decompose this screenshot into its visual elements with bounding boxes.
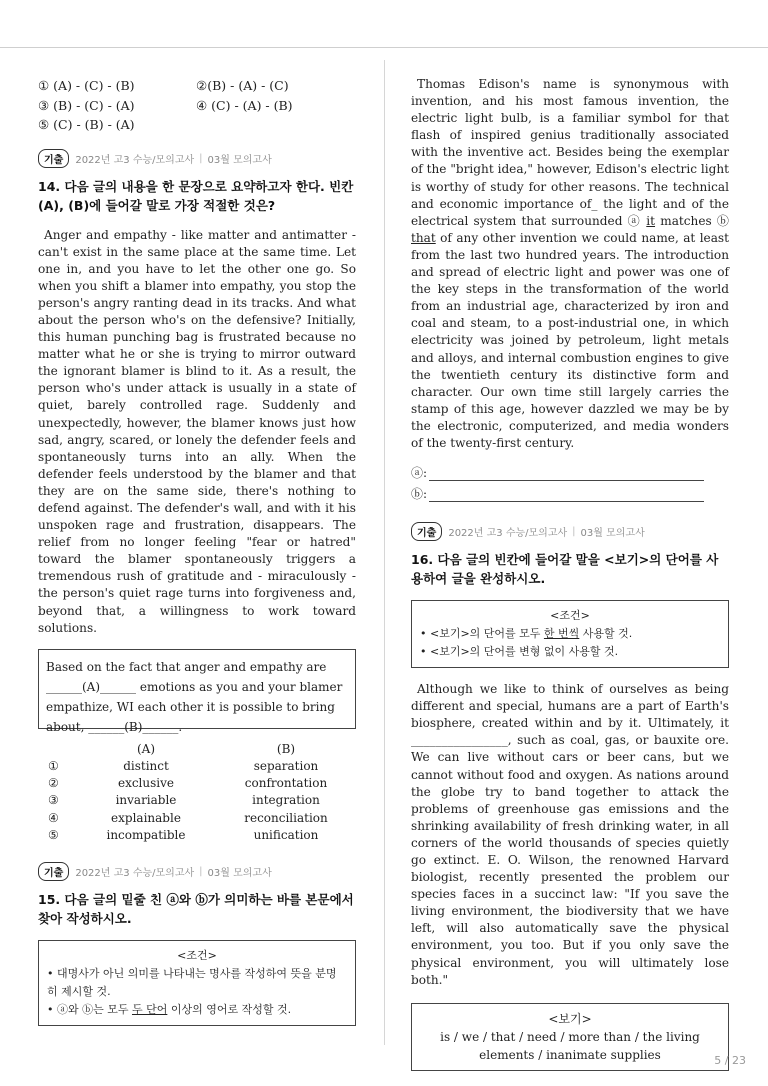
choice-a: explainable — [111, 810, 181, 825]
q16-tag-row — [411, 522, 729, 541]
column-divider — [384, 60, 385, 1045]
option: ④ (C) - (A) - (B) — [196, 97, 293, 113]
passage-text: Thomas Edison's name is synonymous with invention, and his most famous invention, the electric light bulb, is a familiar symbol for that flash of inspired genius traditionally associated with the inventive act. Besides being the exemplar of the "bright idea," however, Edison's electric light is worthy of study for other reasons. The technical and economic importance of_ the light and of the electrical system that surrounded ⓐ — [411, 77, 729, 228]
separator: | — [572, 526, 576, 538]
condition-text: 사용할 것. — [579, 627, 633, 641]
condition-text: 이상의 영어로 작성할 것. — [167, 1002, 292, 1016]
passage-text: of any other invention we could name, at least from the last two hundred years. The introduction and spread of electric light and power was one of the key steps in the transformation of the world from an industrial age, characterized by iron and coal and steam, to a post-industrial one, in which electricity was joined by petroleum, light metals and alloys, and internal combustion engines to give the twentieth century its distinctive form and character. Our own time still largely carries the stamp of this age, however dazzled we may be by the electronic, computerized, and media wonders of the twenty-first century. — [411, 230, 729, 450]
answer-blank — [429, 488, 704, 502]
answer-line-a — [411, 464, 729, 481]
choice-a: distinct — [123, 758, 169, 773]
q16-bogi-box — [411, 1003, 729, 1071]
option — [196, 115, 356, 135]
q14-summary-box: Based on the fact that anger and empathy are ______(A)______ emotions as you and your blamer empathize, WI each other it is possible to bring about, ______(B)______. — [38, 649, 356, 729]
header-b: (B) — [276, 741, 296, 756]
header-divider — [0, 47, 768, 48]
option: ① (A) - (C) - (B) — [38, 78, 135, 93]
answer-row — [38, 792, 356, 809]
choice-number: ③ — [48, 793, 59, 808]
q15-condition-box — [38, 940, 356, 1026]
condition-2: • <보기>의 단어를 변형 없이 사용할 것. — [420, 645, 619, 659]
q15-answer-lines — [411, 464, 729, 502]
exam-month: 03월 모의고사 — [207, 154, 272, 166]
left-column — [38, 76, 356, 1026]
exam-name: 2022년 고3 수능/모의고사 — [448, 528, 568, 540]
answer-label: ⓑ: — [411, 487, 428, 502]
choice-number: ④ — [48, 810, 59, 825]
underlined-a: it — [646, 213, 656, 228]
answer-row — [38, 758, 356, 775]
q14-tag-row — [38, 149, 356, 168]
choice-a: incompatible — [106, 827, 186, 842]
q15-tag-row — [38, 862, 356, 881]
answer-line-b — [411, 485, 729, 502]
choice-b: integration — [252, 793, 320, 808]
choice-number: ② — [48, 776, 59, 791]
answer-blank — [429, 467, 704, 481]
condition-emphasis: 한 번씩 — [543, 627, 580, 641]
exam-month: 03월 모의고사 — [580, 528, 645, 540]
answer-row — [38, 827, 356, 844]
exam-month: 03월 모의고사 — [207, 867, 272, 879]
answer-table-header — [38, 741, 356, 758]
page-number: 5 / 23 — [714, 1054, 746, 1067]
answer-row — [38, 775, 356, 792]
condition-title: <조건> — [550, 609, 590, 623]
condition-title: <조건> — [177, 948, 217, 962]
q16-condition-box — [411, 600, 729, 668]
answer-label: ⓐ: — [411, 466, 428, 481]
choice-b: confrontation — [244, 776, 328, 791]
past-exam-badge: 기출 — [38, 149, 69, 168]
condition-text: • ⓐ와 ⓑ는 모두 — [47, 1002, 132, 1016]
q14-title: 14. 다음 글의 내용을 한 문장으로 요약하고자 한다. 빈칸 (A), (B)에 들어갈 말로 가장 적절한 것은? — [38, 178, 354, 213]
condition-1 — [420, 625, 720, 643]
exam-name: 2022년 고3 수능/모의고사 — [75, 867, 195, 879]
q14-passage: Anger and empathy - like matter and antimatter - can't exist in the same place at the same time. Let one in, and you have to let the other one go. So when you shift a blamer into empathy, you stop the person's angry ranting dead in its tracks. And what about the person who's on the defensive? Initially, this human punching bag is frustrated because no matter what he or she is trying to mirror outward the ignorant blamer is blind to it. As a result, the person who's under attack is usually in a state of quiet, barely controlled rage. Suddenly and unexpectedly, however, the blamer knows just how sad, angry, scared, or lonely the defender feels and spontaneously turns into an ally. When the defender feels understood by the blamer and that they are on the same side, there's nothing to defend against. The defender's wall, and with it his unspoken rage and frustration, disappears. The relief from no longer feeling "fear or hatred" toward the blamer spontaneously triggers a tremendous rush of gratitude and - miraculously - the person's quiet rage turns into forgiveness and, beyond that, a willingness to work toward solutions. — [38, 227, 356, 635]
exam-name: 2022년 고3 수능/모의고사 — [75, 154, 195, 166]
answer-row — [38, 810, 356, 827]
q16-title: 16. 다음 글의 빈칸에 들어갈 말을 <보기>의 단어를 사용하여 글을 완성하시오. — [411, 552, 719, 587]
choice-b: separation — [253, 758, 319, 773]
previous-question-options — [38, 76, 356, 135]
past-exam-badge: 기출 — [411, 522, 442, 541]
separator: | — [199, 152, 203, 164]
q16-passage: Although we like to think of ourselves as being different and special, humans are a part of Earth's biosphere, created within and by it. Ultimately, it ________________, such as coal, gas, or bauxite ore. We can live without cars or beer cans, but we cannot without food and oxygen. As nations around the globe try to band together to attack the problems of greenhouse gas emissions and the shrinking availability of fresh drinking water, in all corners of the world thousands of species quietly go extinct. E. O. Wilson, the renowned Harvard biologist, recently presented the problem our species faces in a succinct law: "If you save the living environment, the biodiversity that we have left, will also automatically save the physical environment, you too. But if you only save the physical environment, you will ultimately lose both." — [411, 682, 729, 987]
bogi-words: is / we / that / need / more than / the living elements / inanimate supplies — [440, 1029, 700, 1062]
option: ③ (B) - (C) - (A) — [38, 97, 135, 113]
choice-number: ① — [48, 758, 59, 773]
empty-cell — [38, 741, 76, 758]
choice-number: ⑤ — [48, 827, 59, 842]
q15-passage — [411, 76, 729, 452]
condition-text: • <보기>의 단어를 모두 — [420, 627, 544, 641]
header-a: (A) — [136, 741, 156, 756]
bogi-title: <보기> — [548, 1011, 592, 1026]
choice-a: invariable — [115, 793, 177, 808]
option: ⑤ (C) - (B) - (A) — [38, 117, 135, 132]
separator: | — [199, 865, 203, 877]
underlined-b: that — [411, 230, 436, 245]
choice-b: unification — [253, 827, 319, 842]
choice-b: reconciliation — [244, 810, 328, 825]
condition-1: • 대명사가 아닌 의미를 나타내는 명사를 작성하여 뜻을 분명히 제시할 것. — [47, 966, 337, 998]
option: ②(B) - (A) - (C) — [196, 78, 289, 93]
condition-2 — [47, 1001, 347, 1019]
q15-title: 15. 다음 글의 밑줄 친 ⓐ와 ⓑ가 의미하는 바를 본문에서 찾아 작성하시오. — [38, 891, 354, 926]
choice-a: exclusive — [117, 776, 175, 791]
past-exam-badge: 기출 — [38, 862, 69, 881]
condition-emphasis: 두 단어 — [131, 1002, 168, 1016]
passage-text: matches ⓑ — [655, 213, 729, 228]
q14-answer-table — [38, 741, 356, 844]
right-column — [411, 76, 729, 1071]
